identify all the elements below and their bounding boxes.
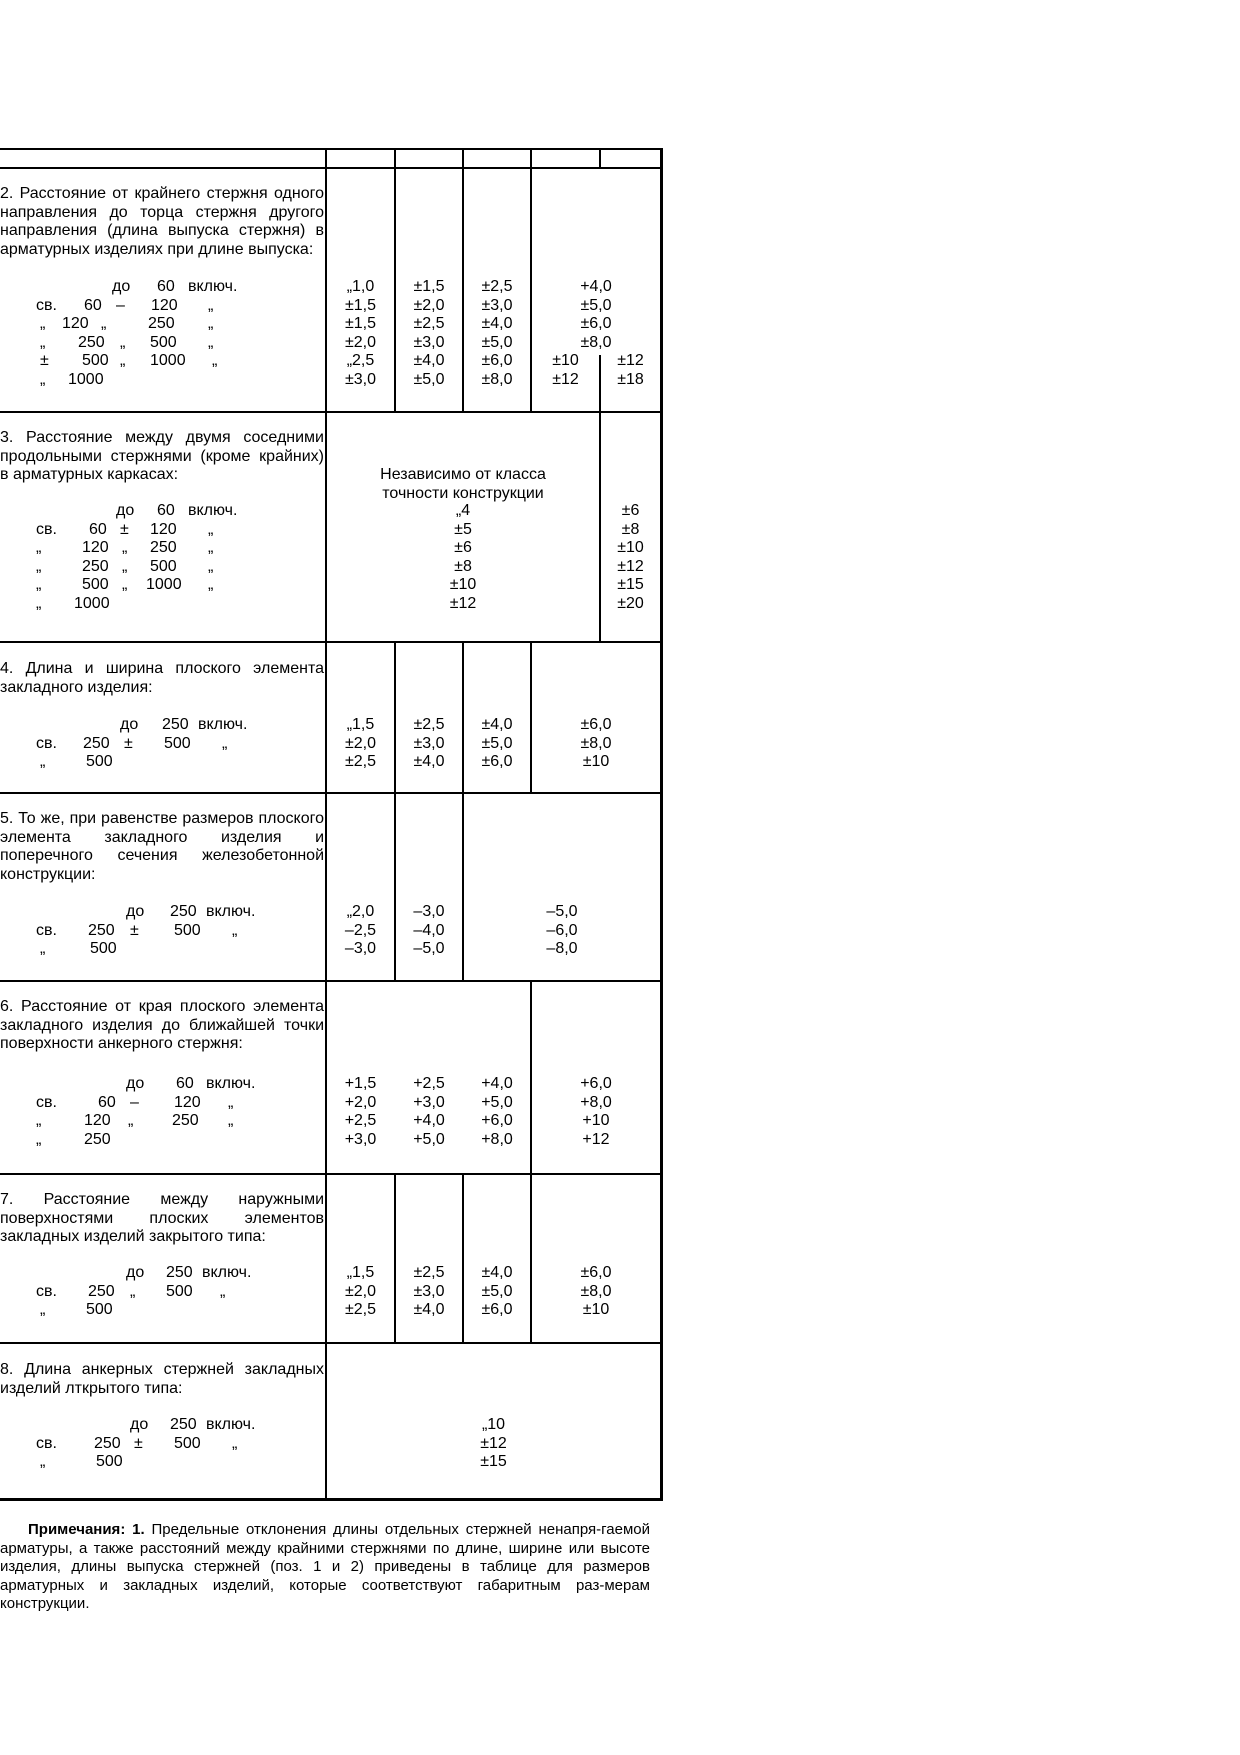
range-label: 500 (82, 352, 109, 369)
range-label: – (130, 1093, 139, 1111)
range-label: св. (36, 1093, 57, 1111)
value-cell: ±5,0 (481, 1282, 513, 1300)
table-bottom-border (0, 1498, 663, 1501)
value-cell: –6,0 (546, 921, 578, 939)
range-label: 500 (82, 576, 109, 593)
value-cell: ±6,0 (580, 1264, 612, 1281)
value-column-5 (601, 352, 660, 389)
row-divider (0, 1173, 662, 1175)
value-cell: +3,0 (413, 1093, 445, 1111)
row-divider (0, 792, 662, 794)
value-cell: –2,5 (344, 921, 377, 939)
range-label: „ (220, 1282, 226, 1300)
range-label: св. (36, 520, 57, 538)
value-cell: ±3,0 (413, 734, 445, 752)
value-cell: ±8,0 (481, 370, 513, 388)
value-cell: ±5,0 (481, 333, 513, 351)
value-cell: ±5,0 (481, 734, 513, 752)
value-cell: „2,5 (346, 352, 375, 369)
value-cell: ±12 (480, 1434, 507, 1452)
range-label: „ (122, 576, 128, 593)
value-cell: ±4,0 (413, 753, 445, 770)
range-label: 60 (89, 520, 107, 538)
range-label: „ (208, 557, 214, 575)
range-label: св. (36, 921, 57, 939)
range-label: „ (122, 539, 128, 556)
row-description: 5. То же, при равенстве размеров плоского элемента закладного изделия и поперечного сечения железобетонной конструкции: (0, 810, 324, 883)
value-cell: –5,0 (546, 903, 578, 920)
value-cell: +8,0 (580, 1093, 612, 1111)
range-label: до (116, 502, 135, 519)
value-cell: ±10 (582, 1301, 610, 1318)
range-label: 250 (170, 1416, 197, 1433)
value-cell: ±20 (617, 594, 644, 612)
value-column-3 (464, 1264, 530, 1320)
range-label: ± (124, 734, 133, 752)
range-label: 120 (174, 1093, 201, 1111)
notes-text: Предельные отклонения длины отдельных стержней ненапря-гаемой арматуры, а также расстояний между крайними стержнями по длине, ширине или высоте изделия, длины выпуска стержней (поз. 1 и 2) приведены в таблице для размеров арматурных и закладных изделий, которые соответствуют габаритным раз-мерам конструкции. (0, 1521, 650, 1612)
value-cell: +8,0 (481, 1130, 513, 1148)
row-description: 8. Длина анкерных стержней закладных изделий лткрытого типа: (0, 1361, 324, 1397)
row-divider (0, 980, 662, 982)
range-label: „ (228, 1112, 234, 1129)
range-label: „ (128, 1112, 134, 1129)
range-label: „ (232, 921, 238, 939)
range-label: „ (40, 1301, 46, 1318)
range-label: 500 (86, 1301, 113, 1318)
range-label: до (126, 1264, 145, 1281)
value-cell: ±2,0 (344, 333, 377, 351)
range-label: 120 (151, 296, 178, 314)
range-label: 500 (150, 333, 177, 351)
row-divider (0, 641, 662, 643)
range-label: ± (120, 520, 129, 538)
row-description: 3. Расстояние между двумя соседними продольными стержнями (кроме крайних) в арматурных каркасах: (0, 429, 324, 483)
value-cell: „4 (455, 502, 471, 519)
range-label: 500 (174, 921, 201, 939)
range-label: 250 (148, 315, 175, 332)
range-label: „ (40, 1453, 46, 1470)
table-top-border (0, 148, 662, 150)
range-label: 500 (96, 1453, 123, 1470)
range-label: включ. (206, 1075, 256, 1092)
table-right-border (660, 148, 663, 1501)
value-cell: ±15 (480, 1453, 507, 1470)
range-label: 500 (86, 753, 113, 770)
value-column-4 (532, 352, 599, 389)
value-cell: ±6,0 (580, 716, 612, 733)
merged-header-line: точности конструкции (382, 484, 544, 502)
range-label: „ (101, 315, 107, 332)
range-label: ± (40, 352, 49, 369)
notes-number: 1. (132, 1521, 145, 1538)
value-cell: ±3,0 (413, 1282, 445, 1300)
value-cell: ±6 (621, 502, 640, 519)
value-column-4-5-merged (532, 278, 660, 352)
value-cell: +2,5 (413, 1075, 445, 1092)
range-label: 250 (88, 921, 115, 939)
range-label: „ (212, 352, 218, 369)
value-cell: –5,0 (413, 940, 445, 957)
value-column-2 (396, 716, 462, 772)
range-label: 120 (62, 315, 89, 332)
value-cell: ±1,5 (344, 296, 377, 314)
value-cell: „1,0 (346, 278, 375, 295)
value-cell: +5,0 (481, 1093, 513, 1111)
range-label: „ (40, 315, 46, 332)
value-cell: ±2,5 (413, 315, 445, 332)
range-label: св. (36, 734, 57, 752)
value-cell: ±2,0 (344, 1282, 377, 1300)
range-label: „ (130, 1282, 136, 1300)
value-cell: +4,0 (413, 1112, 445, 1129)
range-label: „ (228, 1093, 234, 1111)
value-cell: ±2,5 (481, 278, 513, 295)
value-cell: ±18 (617, 370, 644, 388)
range-label: „ (40, 940, 46, 957)
range-label: до (120, 716, 139, 733)
value-cell: ±10 (582, 753, 610, 770)
value-cell: ±12 (449, 594, 477, 612)
value-cell: ±15 (617, 576, 644, 593)
range-label: 500 (174, 1434, 201, 1452)
value-cell: +2,5 (344, 1112, 377, 1129)
range-label: „ (36, 539, 42, 556)
value-cell: ±6,0 (481, 753, 513, 770)
merged-value-column (327, 502, 599, 613)
value-column-2 (396, 1264, 462, 1320)
range-label: „ (120, 352, 126, 369)
value-cell: ±12 (552, 370, 579, 388)
range-label: „ (208, 315, 214, 332)
merged-value-column (327, 1416, 660, 1472)
value-cell: ±1,5 (344, 315, 377, 332)
range-label: 250 (78, 333, 105, 351)
range-label: „ (122, 557, 128, 575)
range-label: 60 (176, 1075, 194, 1092)
range-label: 500 (90, 940, 117, 957)
value-cell: ±3,0 (413, 333, 445, 351)
value-cell: ±8 (621, 520, 640, 538)
value-cell: +12 (582, 1130, 610, 1148)
value-cell: +6,0 (580, 1075, 612, 1092)
value-cell: +3,0 (344, 1130, 377, 1148)
value-cell: ±2,5 (344, 753, 377, 770)
range-label: 250 (82, 557, 109, 575)
value-cell: +2,0 (344, 1093, 377, 1111)
row-description: 6. Расстояние от края плоского элемента закладного изделия до ближайшей точки поверхности анкерного стержня: (0, 998, 324, 1052)
row-description: 2. Расстояние от крайнего стержня одного направления до торца стержня другого направления (длина выпуска стержня) в арматурных изделиях при длине выпуска: (0, 185, 324, 258)
notes-label: Примечания: (28, 1521, 126, 1538)
range-label: „ (222, 734, 228, 752)
range-label: ± (134, 1434, 143, 1452)
value-cell: –4,0 (413, 921, 445, 939)
row-divider (0, 411, 662, 413)
range-label: св. (36, 296, 57, 314)
range-label: 120 (82, 539, 109, 556)
value-column-3 (464, 278, 530, 389)
value-cell: ±2,5 (413, 1264, 445, 1281)
range-label: „ (208, 576, 214, 593)
range-label: „ (36, 594, 42, 612)
range-label: „ (120, 333, 126, 351)
value-cell: ±4,0 (481, 1264, 513, 1281)
value-cell: +4,0 (481, 1075, 513, 1092)
value-cell: „1,5 (346, 1264, 375, 1281)
value-column-4-5-merged (532, 716, 660, 772)
value-column-3 (464, 1075, 530, 1149)
range-label: включ. (188, 278, 238, 295)
range-label: „ (36, 1112, 42, 1129)
value-cell: ±5,0 (580, 296, 612, 314)
value-cell: ±8 (454, 557, 472, 575)
row-description: 4. Длина и ширина плоского элемента закладного изделия: (0, 660, 324, 696)
value-column-1 (327, 1264, 394, 1320)
range-label: 60 (98, 1093, 116, 1111)
range-label: включ. (206, 903, 256, 920)
value-column-2 (396, 278, 462, 389)
range-label: 250 (84, 1130, 111, 1148)
value-column-1 (327, 716, 394, 772)
range-label: „ (208, 539, 214, 556)
value-cell: –3,0 (413, 903, 445, 920)
value-column-1 (327, 278, 394, 389)
value-cell: ±3,0 (344, 370, 377, 388)
range-label: 120 (150, 520, 177, 538)
range-label: 120 (84, 1112, 111, 1129)
range-label: 250 (83, 734, 110, 752)
value-cell: ±5 (454, 520, 472, 538)
range-label: до (130, 1416, 149, 1433)
value-cell: ±4,0 (413, 1301, 445, 1318)
range-label: 250 (150, 539, 177, 556)
range-label: св. (36, 1434, 57, 1452)
range-label: включ. (206, 1416, 256, 1433)
row-divider (0, 167, 662, 169)
row-divider (0, 1342, 662, 1344)
range-label: 250 (170, 903, 197, 920)
range-label: „ (40, 753, 46, 770)
value-cell: ±10 (617, 539, 644, 556)
value-cell: ±8,0 (580, 1282, 612, 1300)
value-cell: ±6 (454, 539, 472, 556)
range-label: до (112, 278, 131, 295)
value-column-1 (327, 1075, 394, 1149)
value-cell: +5,0 (413, 1130, 445, 1148)
range-label: св. (36, 1282, 57, 1300)
range-label: 250 (88, 1282, 115, 1300)
range-label: 250 (94, 1434, 121, 1452)
value-cell: +4,0 (580, 278, 612, 295)
range-label: 250 (172, 1112, 199, 1129)
range-label: 60 (84, 296, 102, 314)
merged-column-header (327, 466, 599, 503)
value-cell: ±2,0 (344, 734, 377, 752)
range-label: включ. (198, 716, 248, 733)
range-label: 500 (166, 1282, 193, 1300)
range-label: до (126, 903, 145, 920)
value-column-1 (327, 903, 394, 959)
value-cell: ±10 (449, 576, 477, 593)
value-cell: ±3,0 (481, 296, 513, 314)
value-cell: ±4,0 (481, 716, 513, 733)
value-cell: ±5,0 (413, 370, 445, 388)
value-column-4-5-merged (532, 1075, 660, 1149)
value-column-3-5-merged (464, 903, 660, 959)
range-label: „ (40, 370, 46, 388)
value-cell: ±12 (617, 352, 644, 369)
value-cell: ±10 (552, 352, 579, 369)
value-column-5 (601, 502, 660, 613)
value-column-3 (464, 716, 530, 772)
value-cell: „10 (481, 1416, 506, 1433)
value-cell: +6,0 (481, 1112, 513, 1129)
value-column-4-5-merged (532, 1264, 660, 1320)
value-column-2 (396, 1075, 462, 1149)
range-label: „ (36, 576, 42, 593)
value-cell: +1,5 (344, 1075, 377, 1092)
value-cell: –8,0 (546, 940, 578, 957)
range-label: 60 (157, 502, 175, 519)
range-label: „ (232, 1434, 238, 1452)
range-label: – (116, 296, 125, 314)
value-cell: ±6,0 (481, 1301, 513, 1318)
value-cell: ±12 (617, 557, 644, 575)
range-label: включ. (188, 502, 238, 519)
notes-paragraph (0, 1521, 650, 1614)
value-cell: –3,0 (344, 940, 377, 957)
range-label: „ (36, 557, 42, 575)
range-label: „ (40, 333, 46, 351)
value-cell: ±4,0 (413, 352, 445, 369)
range-label: „ (36, 1130, 42, 1148)
value-cell: ±2,0 (413, 296, 445, 314)
range-label: 250 (166, 1264, 193, 1281)
range-label: „ (208, 333, 214, 351)
range-label: включ. (202, 1264, 252, 1281)
range-label: ± (130, 921, 139, 939)
value-cell: „2,0 (346, 903, 375, 920)
range-label: 1000 (74, 594, 110, 612)
range-label: 60 (157, 278, 175, 295)
value-column-2 (396, 903, 462, 959)
value-cell: ±4,0 (481, 315, 513, 332)
merged-header-line: Независимо от класса (380, 466, 546, 483)
range-label: 1000 (68, 370, 104, 388)
value-cell: ±6,0 (580, 315, 612, 332)
value-cell: ±2,5 (344, 1301, 377, 1318)
range-label: „ (208, 296, 214, 314)
range-label: 250 (162, 716, 189, 733)
range-label: 500 (164, 734, 191, 752)
value-cell: ±6,0 (481, 352, 513, 369)
value-cell: ±2,5 (413, 716, 445, 733)
value-cell: ±8,0 (580, 333, 612, 351)
value-cell: ±8,0 (580, 734, 612, 752)
range-label: 1000 (146, 576, 182, 593)
value-cell: „1,5 (346, 716, 375, 733)
value-cell: +10 (582, 1112, 610, 1129)
range-label: до (126, 1075, 145, 1092)
range-label: 500 (150, 557, 177, 575)
range-label: 1000 (150, 352, 186, 369)
range-label: „ (208, 520, 214, 538)
row-description: 7. Расстояние между наружными поверхностями плоских элементов закладных изделий закрытого типа: (0, 1191, 324, 1245)
value-cell: ±1,5 (413, 278, 445, 295)
col-divider (599, 148, 601, 169)
